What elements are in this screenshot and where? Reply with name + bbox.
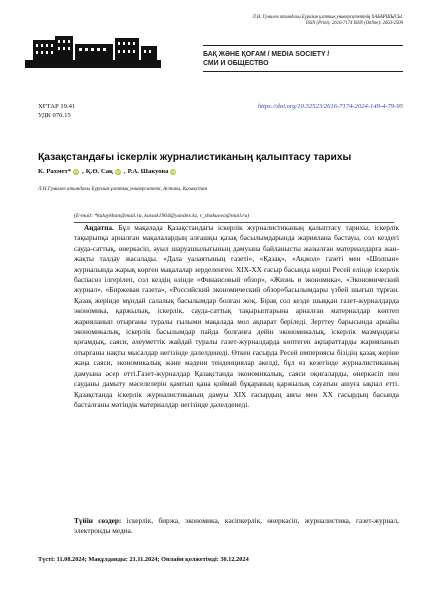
university-logo bbox=[25, 30, 161, 71]
author-name: Р.А. Шакуова bbox=[127, 168, 169, 175]
classification-codes bbox=[38, 102, 75, 120]
author-separator: , bbox=[123, 168, 126, 175]
abstract-text: Бұл мақалада Қазақстандағы іскерлік журналистиканың қалыптасу тарихы, іскерлік тақырыпқа арналған мақалалардың алғашқы қазақ басылымдарында жарияланa бастауы, сол кездегі сауда-саттық, өнеркәсіп, ауыл шаруашылығының дамуына байланысты жазылған материалдарға жан-жақты талдау жасалады. «Дала уалаятының газеті», «Қазақ», «Ақжол» газеті мен «Шолпан» журналында жарық көрген мақалалар зерделенген. XIX-XX ғасыр басында көрші Ресей елінде іскерлік баспасөз ілгерілеп, сол кездің өзінде «Финансовый обзор», «Жизнь и экономика», «Экономический журнал», «Биржевая газета», «Российский экономический обзор»басылымдары үзбей шығып тұрған. Қазақ жерінде мұндай салалық басылымдар болған жоқ. Бірақ сол кезде шыққан газет-журналдарда экономика, қаржылық, іскерлік, сауда-саттық тақырыптарына арналған материалдар көптеп жарияланып отырғаны туралы ғылыми мақалада мол ақпарат беріледі. Зерттеу барысында арнайы экономикалық, іскерлік басылымдар пайда болғанға дейін экономикалық, іскерлік мазмұндағы қоғамдық, саяси, әлеуметтік жайдай туралы газет-журналдарда көптеген ақпараттарды жарияланып отырғаны нақты мысалдар негізінде дәлелденеді. Өткен ғасырда Ресей империясы бізідің қазақ жеріне жаңа саяси, экономикалық және мәдени тенденциялар әкелді, бұл өз кезегінде журналистиканың дамуына әсер етті.Газет-журналдар Қазақстанда экономикалық, саяси оқиғаларды, өнеркәсіп пен сауданы дамыту мәселелерін қамтып қана қоймай бұқараның қаржылық сауатын ашуға ықпал етті. Қазақстанда іскерлік журналистиканың дамуы XIX ғасырдың аяғы мен XX ғасырдың басында басталғаны мәтіндік материалдар негізінде дәлелденеді. bbox=[74, 223, 399, 409]
orcid-icon[interactable]: iD bbox=[115, 168, 120, 174]
keywords-label: Түйін сөздер: bbox=[74, 516, 122, 525]
author-separator: , bbox=[82, 168, 84, 175]
author-name: К. Рахмет* bbox=[38, 168, 72, 175]
author-list bbox=[38, 168, 179, 175]
udk-code: УДК 070.15 bbox=[38, 112, 71, 119]
author-name: Қ.Ө. Сақ bbox=[85, 168, 113, 175]
keywords bbox=[74, 516, 399, 537]
article-dates: Түсті: 11.08.2024; Мақұлданды: 21.11.2024; Онлайн қолжетімді: 30.12.2024 bbox=[38, 556, 249, 563]
rubric-line-2: СМИ И ОБЩЕСТВО bbox=[203, 60, 269, 67]
author-emails: (E-mail: *kulaykhan@mail.ru, kaisak1964@yandex.kz, r_shakuova@mail.ru) bbox=[74, 213, 394, 223]
header-rule-top bbox=[203, 45, 403, 46]
journal-name: Л.Н. Гумилев атындағы Еуразия ұлттық университетінің ХАБАРШЫСЫ. bbox=[252, 15, 403, 20]
article-title: Қазақстандағы іскерлік журналистиканың қалыптасу тарихы bbox=[38, 152, 352, 163]
doi-link[interactable]: https://doi.org/10.32523/2616-7174-2024-149-4-79-95 bbox=[257, 103, 403, 110]
author-affiliation: Л.Н.Гумилев атындағы Еуразия ұлттық университеті, Астана, Қазақстан bbox=[38, 186, 208, 192]
abstract bbox=[74, 223, 399, 410]
orcid-icon[interactable]: iD bbox=[171, 168, 176, 174]
abstract-label: Аңдатпа. bbox=[84, 223, 114, 232]
journal-issn: ISSN (Print): 2616-7174 ISSN (Online): 2663-2500 bbox=[306, 21, 403, 26]
header-rule-bottom bbox=[203, 71, 403, 72]
keywords-text: іскерлік, биржа, экономика, кәсіпкерлік, өнеркәсіп, журналистика, газет-журнал, электронды медиа. bbox=[74, 516, 399, 536]
journal-header bbox=[203, 15, 403, 27]
orcid-icon[interactable]: iD bbox=[74, 168, 79, 174]
rubric-line-1: БАҚ ЖӘНЕ ҚОҒАМ / MEDIA SOCIETY / bbox=[203, 51, 330, 58]
section-rubric bbox=[203, 50, 403, 68]
xftar-code: ХҒТАР 19.41 bbox=[38, 103, 76, 110]
